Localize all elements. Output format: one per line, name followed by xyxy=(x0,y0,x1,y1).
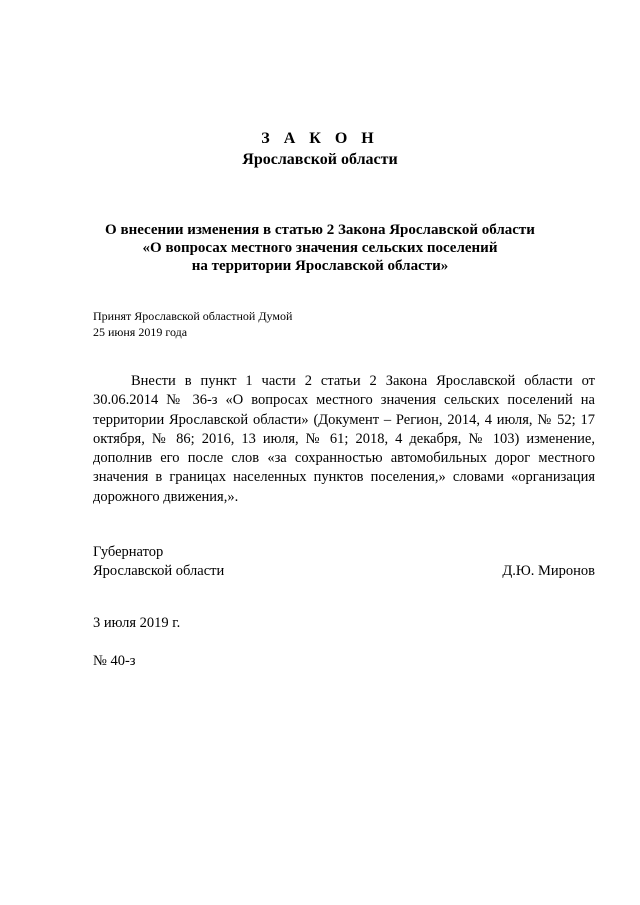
signer-name: Д.Ю. Миронов xyxy=(502,563,595,579)
heading-line-1: О внесении изменения в статью 2 Закона Ярославской области xyxy=(105,222,535,238)
law-heading xyxy=(60,221,580,275)
signed-date: 3 июля 2019 г. xyxy=(93,615,181,631)
adoption-info xyxy=(93,308,292,340)
adopted-date: 25 июня 2019 года xyxy=(93,325,188,339)
signer-position-line-2: Ярославской области xyxy=(93,563,225,579)
signature-block xyxy=(93,543,595,581)
signer-position-line-1: Губернатор xyxy=(93,544,164,560)
document-region: Ярославской области xyxy=(242,151,398,168)
signature-row xyxy=(93,562,595,581)
document-title: З А К О Н xyxy=(261,130,379,147)
law-body-paragraph: Внести в пункт 1 части 2 статьи 2 Закона Ярославской области от 30.06.2014 № 36-з «О вопросах местного значения сельских поселений на территории Ярославской области» (Документ – Регион, 2014, 4 июля, № 52; 17 октября, № 86; 2016, 13 июля, № 61; 2018, 4 декабря, № 103) изменение, дополнив его после слов «за сохранностью автомобильных дорог местного значения в границах населенных пунктов поселения,» словами «организация дорожного движения,». xyxy=(93,373,595,505)
adopted-by: Принят Ярославской областной Думой xyxy=(93,309,293,323)
law-number: № 40-з xyxy=(93,653,136,669)
heading-line-2: «О вопросах местного значения сельских поселений xyxy=(142,240,498,256)
heading-line-3: на территории Ярославской области» xyxy=(191,258,449,274)
